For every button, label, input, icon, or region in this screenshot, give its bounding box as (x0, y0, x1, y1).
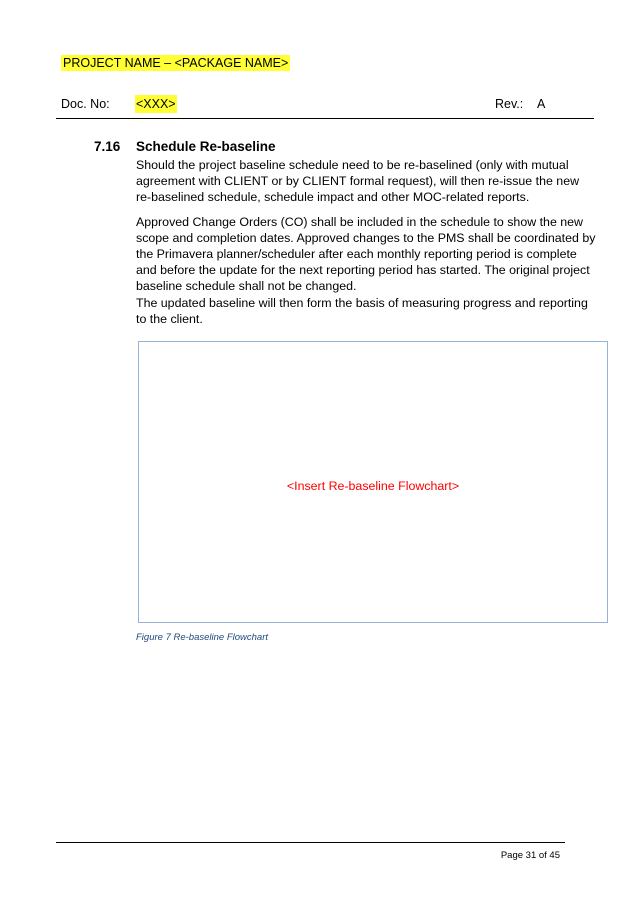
doc-no-label: Doc. No: (61, 97, 110, 111)
section-title: Schedule Re-baseline (136, 139, 276, 154)
header-divider (56, 118, 594, 119)
paragraph-rebaseline-conditions: Should the project baseline schedule need to be re-baselined (only with mutual agreement with CLIENT or by CLIENT formal request), will then re-issue the new re-baselined schedule, schedule impact and other MOC-related reports. (136, 158, 580, 204)
flowchart-placeholder-box (138, 341, 608, 623)
page-number: Page 31 of 45 (500, 850, 560, 861)
document-info-row (61, 95, 593, 113)
revision-value: A (537, 97, 546, 111)
flowchart-placeholder-text: <Insert Re-baseline Flowchart> (286, 479, 460, 493)
figure-caption: Figure 7 Re-baseline Flowchart (136, 632, 269, 643)
revision-label: Rev.: (495, 97, 524, 111)
section-number: 7.16 (94, 139, 121, 154)
project-name-header: PROJECT NAME – <PACKAGE NAME> (63, 56, 289, 70)
paragraph-updated-baseline: The updated baseline will then form the basis of measuring progress and reporting to the client. (136, 296, 588, 326)
doc-no-value: <XXX> (136, 97, 176, 111)
paragraph-change-orders: Approved Change Orders (CO) shall be included in the schedule to show the new scope and completion dates. Approved changes to the PMS shall be coordinated by the Primavera planner/scheduler after each monthly reporting period is complete and before the update for the next reporting period has started. The original project baseline schedule shall not be changed. (136, 215, 596, 293)
footer-divider (56, 842, 565, 843)
